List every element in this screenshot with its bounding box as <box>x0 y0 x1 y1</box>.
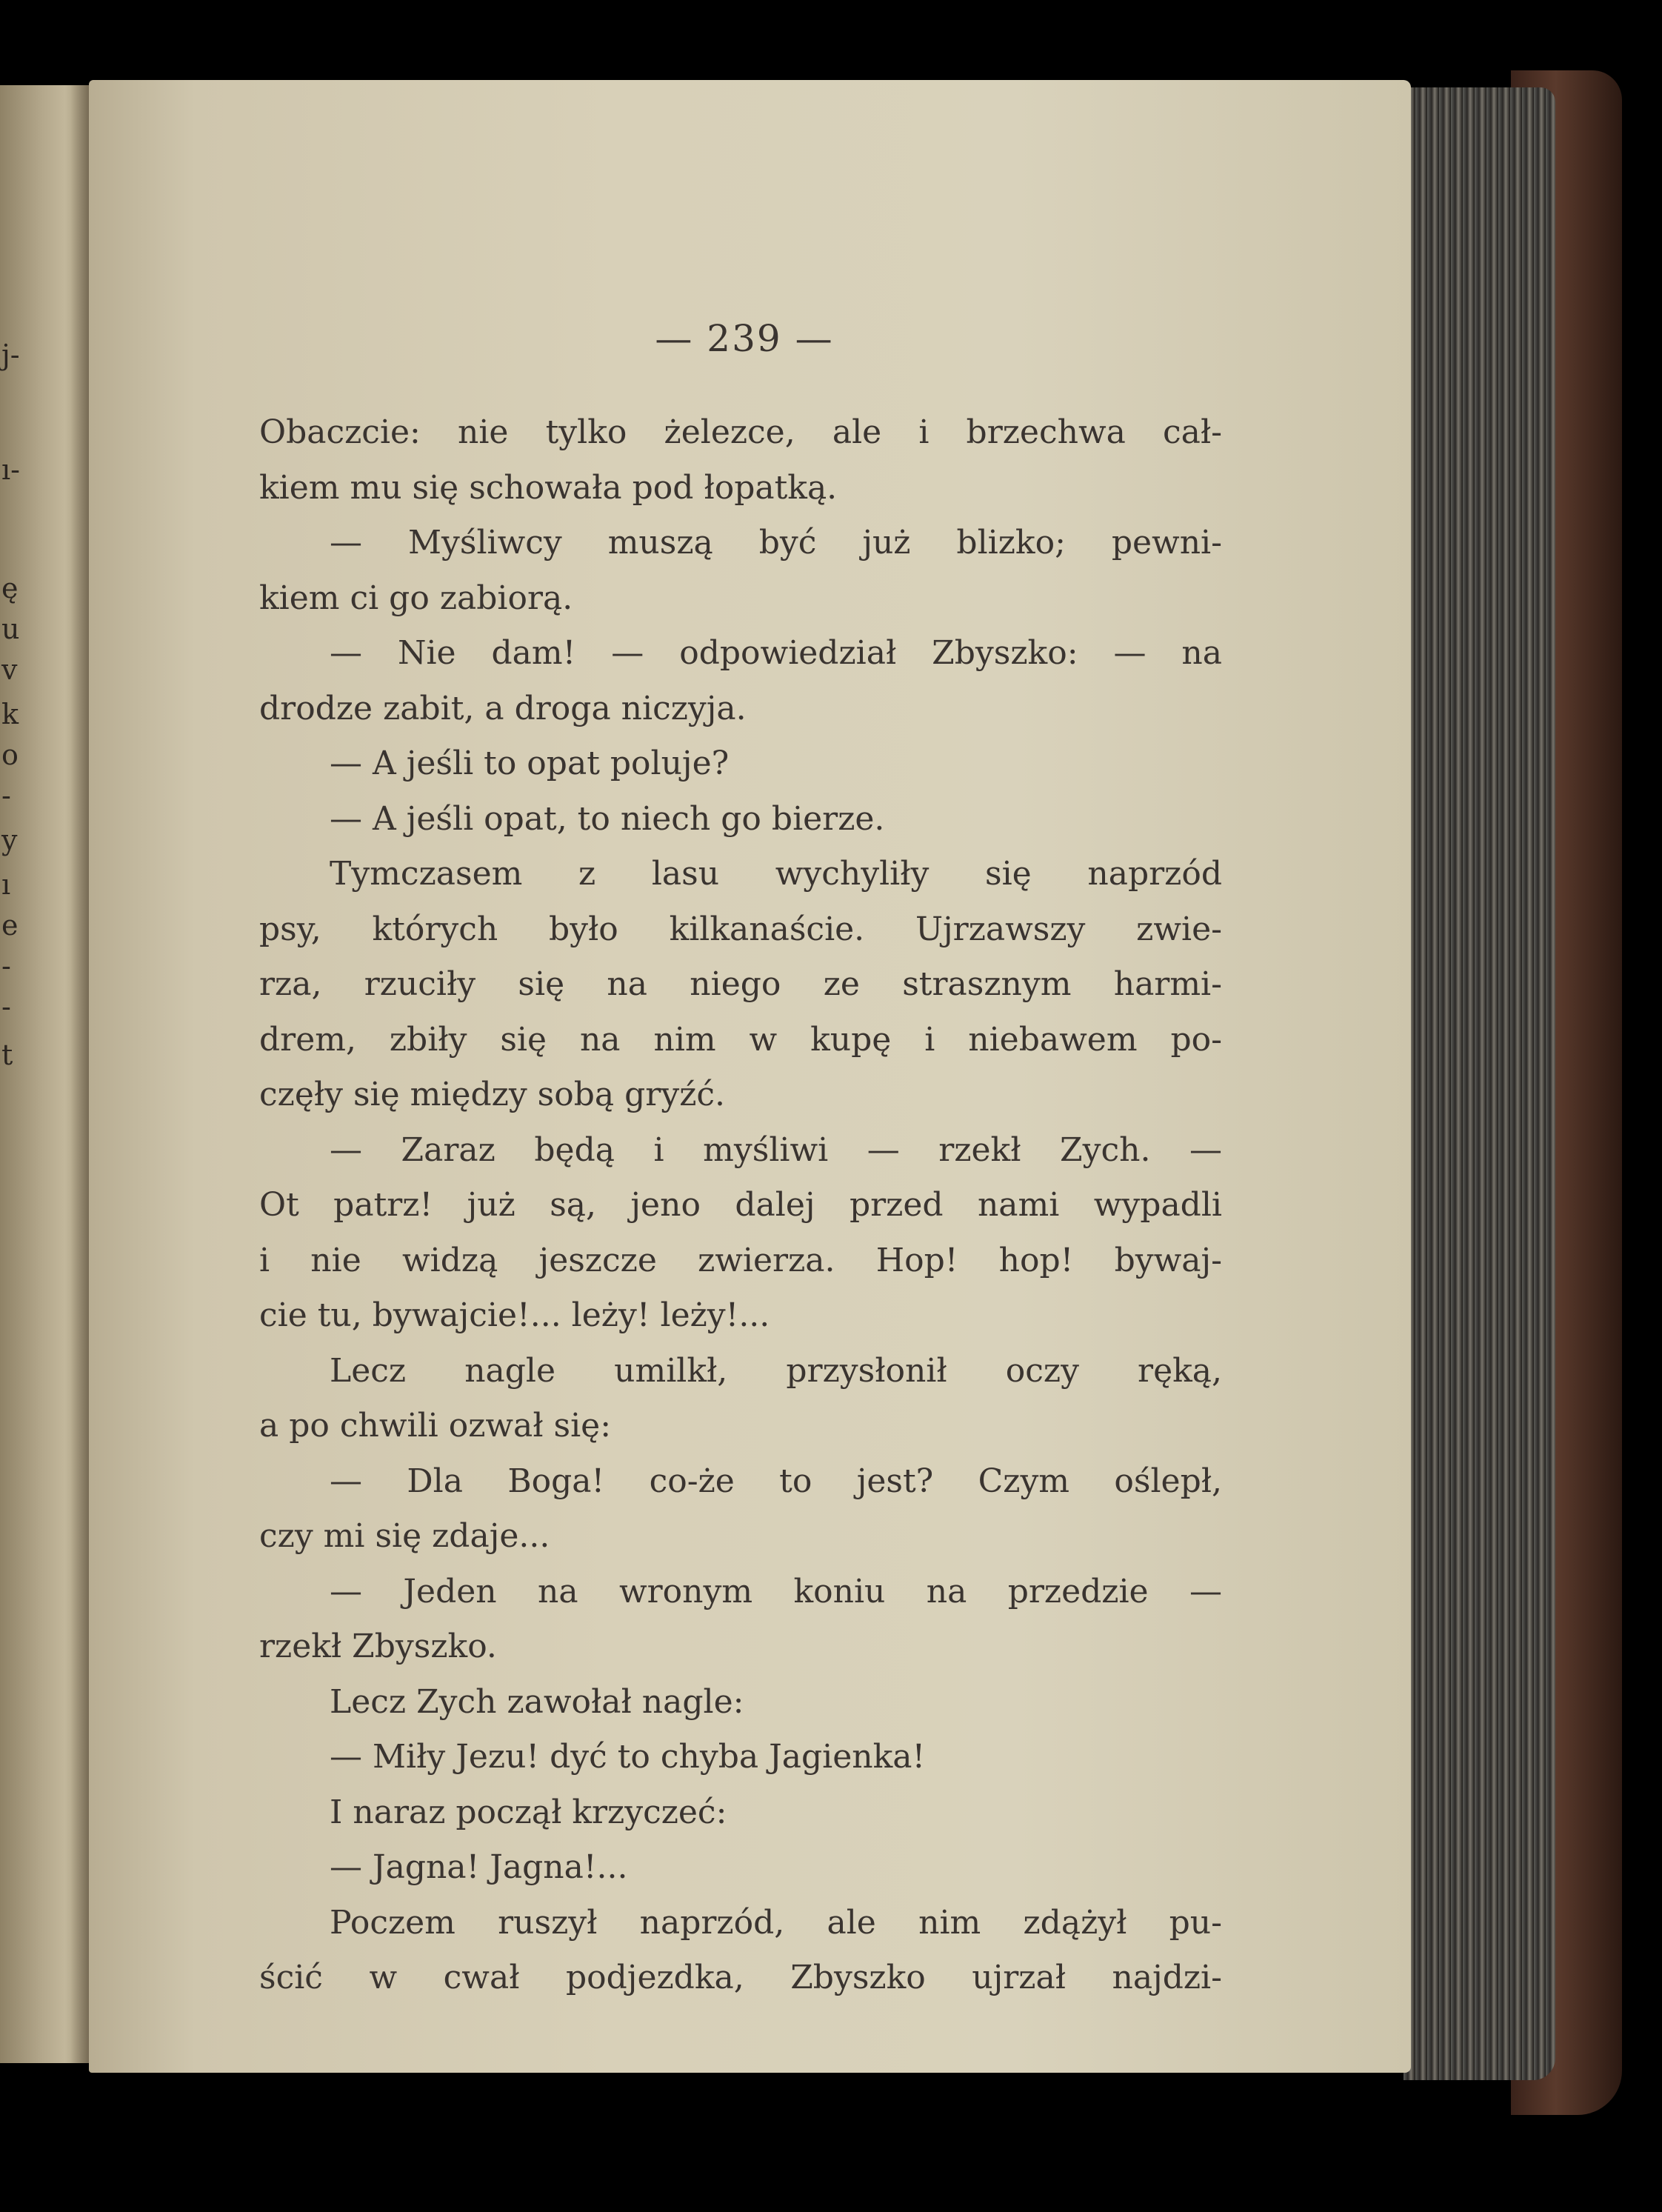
previous-page-fragment: - <box>1 779 11 812</box>
previous-page-fragment: v <box>1 653 18 686</box>
text-line: — Miły Jezu! dyć to chyba Jagienka! <box>330 1738 926 1776</box>
text-line: Lecz Zych zawołał nagle: <box>330 1682 744 1721</box>
text-line: drem, zbiły się na nim w kupę i niebawem po- <box>259 1020 1222 1059</box>
previous-page-fragment: t <box>1 1039 13 1071</box>
previous-page-fragment: j- <box>1 339 20 371</box>
text-line: ścić w cwał podjezdka, Zbyszko ujrzał najdzi- <box>259 1959 1222 1996</box>
page-edges <box>1404 87 1555 2080</box>
text-line: I naraz począł krzyczeć: <box>330 1793 727 1831</box>
text-line: czy mi się zdaje... <box>259 1517 550 1555</box>
text-line: cie tu, bywajcie!... leży! leży!... <box>259 1296 770 1334</box>
text-line: kiem mu się schowała pod łopatką. <box>259 468 838 507</box>
text-line: — Jagna! Jagna!... <box>330 1848 628 1886</box>
previous-page-fragment: ę <box>1 572 19 604</box>
text-line: — Zaraz będą i myśliwi — rzekł Zych. — <box>330 1130 1222 1169</box>
previous-page-fragment: - <box>1 990 11 1023</box>
previous-page-fragment: k <box>1 698 19 730</box>
text-line: — Nie dam! — odpowiedział Zbyszko: — na <box>330 634 1222 672</box>
text-line: rza, rzuciły się na niego ze strasznym harmi- <box>259 965 1222 1003</box>
previous-page-fragment: - <box>1 950 11 982</box>
text-line: — Myśliwcy muszą być już blizko; pewni- <box>330 524 1222 562</box>
text-line: rzekł Zbyszko. <box>259 1628 497 1665</box>
text-line: — A jeśli opat, to niech go bierze. <box>330 799 885 838</box>
text-line: drodze zabit, a droga niczyja. <box>259 689 747 727</box>
previous-page-fragment: e <box>1 909 19 942</box>
text-line: Ot patrz! już są, jeno dalej przed nami wypadli <box>259 1186 1222 1224</box>
page-number-header: — 239 — <box>655 317 834 360</box>
previous-page-fragment: y <box>1 824 18 856</box>
previous-page-fragment: o <box>1 739 19 771</box>
text-line: Obaczcie: nie tylko żelezce, ale i brzechwa cał- <box>259 413 1222 451</box>
text-line: psy, których było kilkanaście. Ujrzawszy zwie- <box>259 910 1222 948</box>
text-line: — A jeśli to opat poluje? <box>330 744 730 782</box>
text-line: i nie widzą jeszcze zwierza. Hop! hop! bywaj- <box>259 1241 1222 1279</box>
text-line: a po chwili ozwał się: <box>259 1407 612 1445</box>
text-line: — Dla Boga! co-że to jest? Czym oślepł, <box>330 1462 1222 1500</box>
text-line: częły się między sobą gryźć. <box>259 1076 725 1113</box>
previous-page-fragment: ı <box>1 868 11 901</box>
previous-page-fragment: ı- <box>1 453 20 486</box>
text-line: Poczem ruszył naprzód, ale nim zdążył pu- <box>330 1903 1222 1942</box>
previous-page-fragment: u <box>1 613 20 645</box>
text-line: Tymczasem z lasu wychyliły się naprzód <box>330 855 1222 893</box>
text-line: — Jeden na wronym koniu na przedzie — <box>330 1572 1222 1610</box>
book-page <box>89 80 1411 2073</box>
text-line: Lecz nagle umilkł, przysłonił oczy ręką, <box>330 1351 1222 1390</box>
text-line: kiem ci go zabiorą. <box>259 579 573 617</box>
